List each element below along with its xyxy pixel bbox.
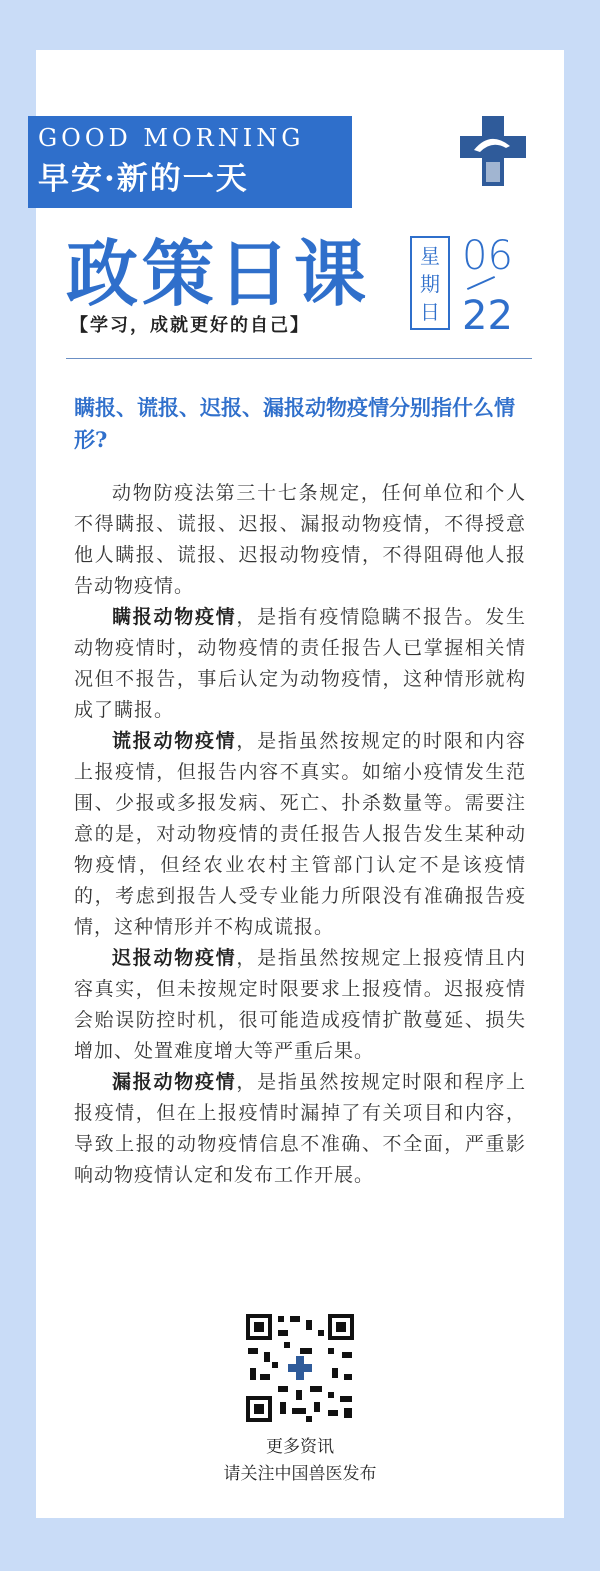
weekday-box — [410, 236, 450, 330]
veterinary-cross-logo-icon — [460, 116, 526, 186]
article-question: 瞒报、谎报、迟报、漏报动物疫情分别指什么情形? — [74, 395, 515, 452]
slogan: 【学习，成就更好的自己】 — [70, 315, 310, 336]
date-month: 06 — [462, 233, 513, 279]
paragraph — [74, 726, 526, 943]
paragraph-lead: 瞒报动物疫情 — [112, 606, 237, 628]
paragraph-text: 动物防疫法第三十七条规定，任何单位和个人不得瞒报、谎报、迟报、漏报动物疫情，不得授意他人瞒报、谎报、迟报动物疫情，不得阻碍他人报告动物疫情。 — [74, 482, 526, 597]
page-title: 政策日课 — [66, 232, 371, 316]
paragraph-lead: 谎报动物疫情 — [112, 730, 237, 752]
weekday-char: 星 — [420, 244, 440, 268]
article-body — [74, 478, 526, 1191]
weekday-char: 期 — [420, 272, 440, 296]
footer-line2: 请关注中国兽医发布 — [223, 1464, 377, 1484]
paragraph-text: ，是指虽然按规定上报疫情且内容真实，但未按规定时限要求上报疫情。迟报疫情会贻误防控时机，很可能造成疫情扩散蔓延、损失增加、处置难度增大等严重后果。 — [74, 947, 526, 1062]
paragraph-text: ，是指有疫情隐瞒不报告。发生动物疫情时，动物疫情的责任报告人已掌握相关情况但不报告，事后认定为动物疫情，这种情形就构成了瞒报。 — [74, 606, 526, 721]
paragraph — [74, 478, 526, 602]
greeting-en: GOOD MORNING — [38, 124, 305, 152]
paragraph — [74, 1067, 526, 1191]
paragraph-lead: 漏报动物疫情 — [112, 1071, 237, 1093]
greeting-cn: 早安·新的一天 — [38, 161, 249, 197]
paragraph-text: ，是指虽然按规定时限和程序上报疫情，但在上报疫情时漏掉了有关项目和内容，导致上报的动物疫情信息不准确、不全面，严重影响动物疫情认定和发布工作开展。 — [74, 1071, 526, 1186]
footer-line1: 更多资讯 — [266, 1437, 334, 1457]
divider — [66, 358, 532, 359]
date-day: 22 — [462, 293, 513, 339]
paragraph-text: ，是指虽然按规定的时限和内容上报疫情，但报告内容不真实。如缩小疫情发生范围、少报或多报发病、死亡、扑杀数量等。需要注意的是，对动物疫情的责任报告人报告发生某种动物疫情，但经农业农村主管部门认定不是该疫情的，考虑到报告人受专业能力所限没有准确报告疫情，这种情形并不构成谎报。 — [74, 730, 526, 938]
paragraph-lead: 迟报动物疫情 — [112, 947, 237, 969]
paragraph — [74, 943, 526, 1067]
footer — [0, 1434, 600, 1488]
greeting-banner — [28, 116, 352, 208]
weekday-char: 日 — [420, 300, 440, 324]
qr-code-icon[interactable] — [244, 1312, 356, 1424]
paragraph — [74, 602, 526, 726]
